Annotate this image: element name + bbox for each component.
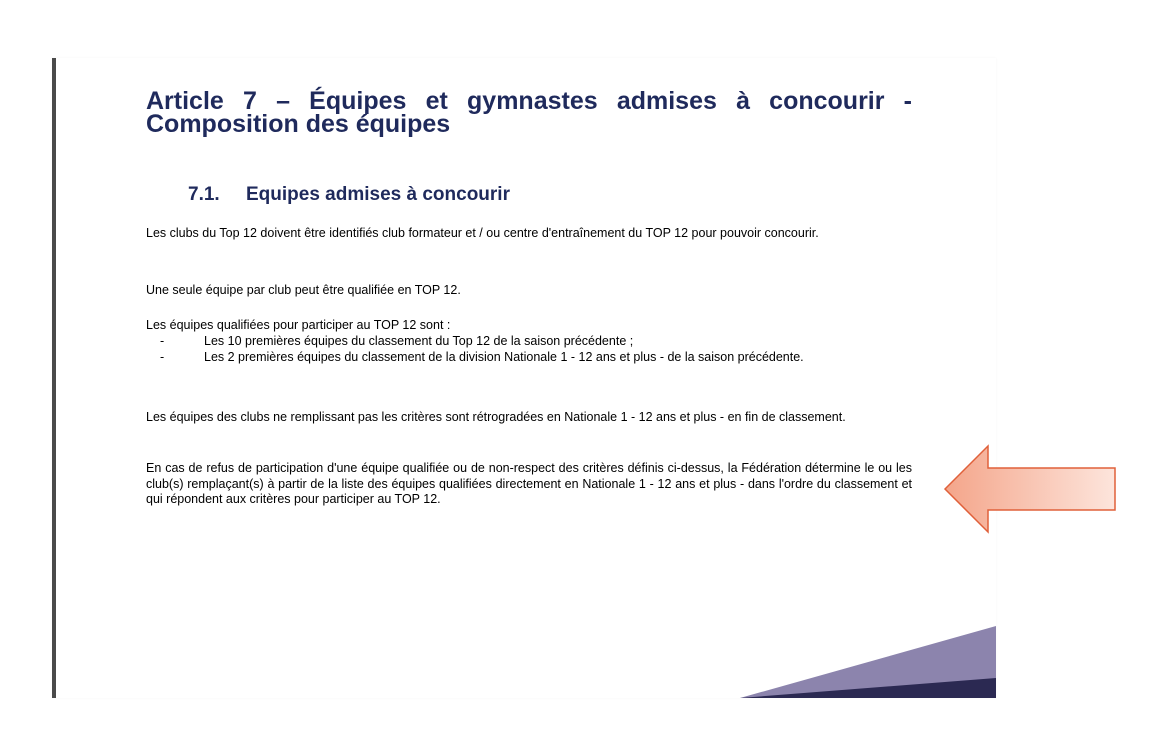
article-title-line-2: Composition des équipes <box>146 110 451 138</box>
article-title <box>146 87 912 138</box>
bullet-dash: - <box>160 349 165 364</box>
paragraph-relegation: Les équipes des clubs ne remplissant pas les critères sont rétrogradées en Nationale 1 - 12 ans et plus - en fin de classement. <box>146 410 846 424</box>
page-left-border <box>52 58 56 698</box>
list-item <box>146 350 912 366</box>
paragraph-clubs-identified: Les clubs du Top 12 doivent être identifiés club formateur et / ou centre d'entraînement du TOP 12 pour pouvoir concourir. <box>146 226 819 240</box>
list-item <box>146 334 912 350</box>
list-item-text: Les 10 premières équipes du classement du Top 12 de la saison précédente ; <box>204 334 634 348</box>
qualified-teams-list <box>146 334 912 365</box>
article-title-line-1: Article 7 – Équipes et gymnastes admises à concourir - <box>146 87 912 115</box>
bullet-dash: - <box>160 334 165 348</box>
paragraph-one-team-per-club: Une seule équipe par club peut être qualifiée en TOP 12. <box>146 283 461 297</box>
paragraph-refusal: En cas de refus de participation d'une équipe qualifiée ou de non-respect des critères définis ci-dessus, la Fédération détermine le ou les club(s) remplaçant(s) à partir de la liste des équipes qualifiées directement en Nationale 1 - 12 ans et plus - dans l'ordre du classement et qui répondent aux critères pour participer au TOP 12. <box>146 461 912 506</box>
left-arrow-icon <box>943 444 1118 534</box>
section-number: 7.1. <box>188 184 220 205</box>
document-page <box>52 58 996 698</box>
section-title <box>188 184 510 206</box>
list-item-text: Les 2 premières équipes du classement de la division Nationale 1 - 12 ans et plus - de la saison précédente. <box>204 349 804 364</box>
section-title-text: Equipes admises à concourir <box>246 184 510 205</box>
page-corner-decoration <box>740 626 996 698</box>
paragraph-qualified-teams-intro: Les équipes qualifiées pour participer au TOP 12 sont : <box>146 318 451 332</box>
